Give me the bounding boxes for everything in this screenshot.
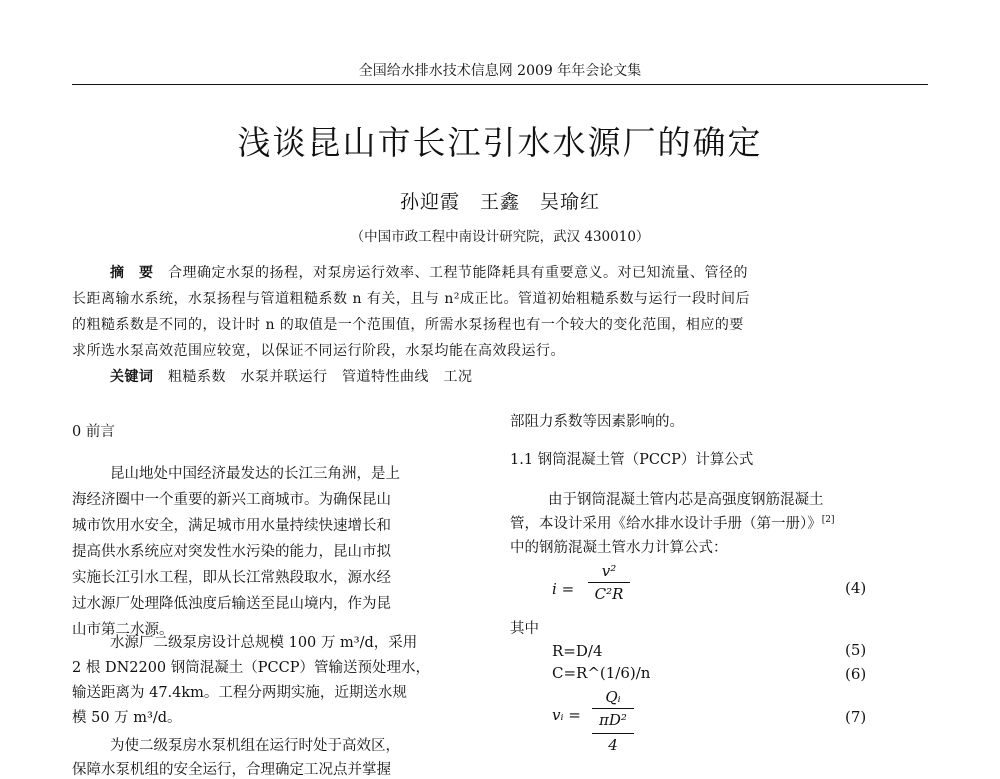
body-line: 2 根 DN2200 钢筒混凝土（PCCP）管输送预处理水， xyxy=(72,660,430,676)
keywords xyxy=(110,366,473,386)
eq7-denominator-2: 4 xyxy=(608,736,618,754)
eq7-number: (7) xyxy=(845,708,867,726)
body-line: 实施长江引水工程，即从长江常熟段取水，源水经 xyxy=(72,570,391,586)
body-line: 海经济圈中一个重要的新兴工商城市。为确保昆山 xyxy=(72,492,391,508)
abstract-line-3: 的粗糙系数是不同的，设计时 n 的取值是一个范围值，所需水泵扬程也有一个较大的变化范围，相应的要 xyxy=(72,317,744,333)
eq5-number: (5) xyxy=(845,641,867,659)
body-line: 中的钢筋混凝土管水力计算公式： xyxy=(510,540,728,556)
authors: 孙迎霞 王鑫 吴瑜红 xyxy=(399,191,600,213)
body-line: 保障水泵机组的安全运行，合理确定工况点并掌握 xyxy=(72,762,391,778)
body-line: 过水源厂处理降低浊度后输送至昆山境内，作为昆 xyxy=(72,596,391,612)
eq6-number: (6) xyxy=(845,665,867,683)
section-heading-1-1: 1.1 钢筒混凝土管（PCCP）计算公式 xyxy=(510,452,754,468)
affiliation: （中国市政工程中南设计研究院，武汉 430010） xyxy=(350,229,650,245)
running-header: 全国给水排水技术信息网 2009 年年会论文集 xyxy=(358,63,642,79)
abstract-line-1: 摘 要 合理确定水泵的扬程，对泵房运行效率、工程节能降耗具有重要意义。对已知流量、管径的 xyxy=(110,265,748,281)
eq5: R=D/4 xyxy=(552,642,603,660)
body-line: 提高供水系统应对突发性水污染的能力，昆山市拟 xyxy=(72,544,391,560)
header-rule xyxy=(72,84,928,85)
keywords-label: 关键词 xyxy=(110,369,154,385)
eq7-fraction xyxy=(592,688,634,754)
body-line: 山市第二水源。 xyxy=(72,622,174,638)
eq4-numerator: v² xyxy=(601,562,617,580)
abstract-line-2: 长距离输水系统，水泵扬程与管道粗糙系数 n 有关，且与 n²成正比。管道初始粗糙系数与运行一段时间后 xyxy=(72,291,750,307)
body-line: 为使二级泵房水泵机组在运行时处于高效区， xyxy=(110,738,400,754)
eq4-lhs: i = xyxy=(552,580,575,598)
eq7-lhs: vᵢ = xyxy=(552,706,581,724)
body-line: 输送距离为 47.4km。工程分两期实施，近期送水规 xyxy=(72,685,407,701)
body-line: 城市饮用水安全，满足城市用水量持续快速增长和 xyxy=(72,518,391,534)
eq4-denominator: C²R xyxy=(594,585,624,603)
paper-title: 浅谈昆山市长江引水水源厂的确定 xyxy=(237,123,763,162)
body-line: 模 50 万 m³/d。 xyxy=(72,710,182,726)
abstract-line-4: 求所选水泵高效范围应较宽，以保证不同运行阶段，水泵均能在高效段运行。 xyxy=(72,343,565,359)
body-line: 昆山地处中国经济最发达的长江三角洲，是上 xyxy=(110,466,400,482)
eq7-numerator: Qᵢ xyxy=(605,688,621,706)
keywords-text: 粗糙系数 水泵并联运行 管道特性曲线 工况 xyxy=(168,369,473,385)
abstract-label: 摘 要 xyxy=(110,265,154,281)
eq7-denominator: πD² xyxy=(599,711,627,729)
eq4-number: (4) xyxy=(845,579,867,597)
eq4-fraction xyxy=(588,562,630,603)
body-line: 其中 xyxy=(510,621,539,637)
body-line: 水源厂二级泵房设计总规模 100 万 m³/d，采用 xyxy=(110,635,418,651)
citation-ref: [2] xyxy=(821,515,835,526)
body-line: 由于钢筒混凝土管内芯是高强度钢筋混凝土 xyxy=(548,492,824,508)
body-line: 部阻力系数等因素影响的。 xyxy=(510,414,684,430)
eq6: C=R^(1/6)/n xyxy=(552,664,651,682)
body-line: 管，本设计采用《给水排水设计手册（第一册）》[2] xyxy=(510,515,835,532)
section-heading-0: 0 前言 xyxy=(72,424,115,440)
